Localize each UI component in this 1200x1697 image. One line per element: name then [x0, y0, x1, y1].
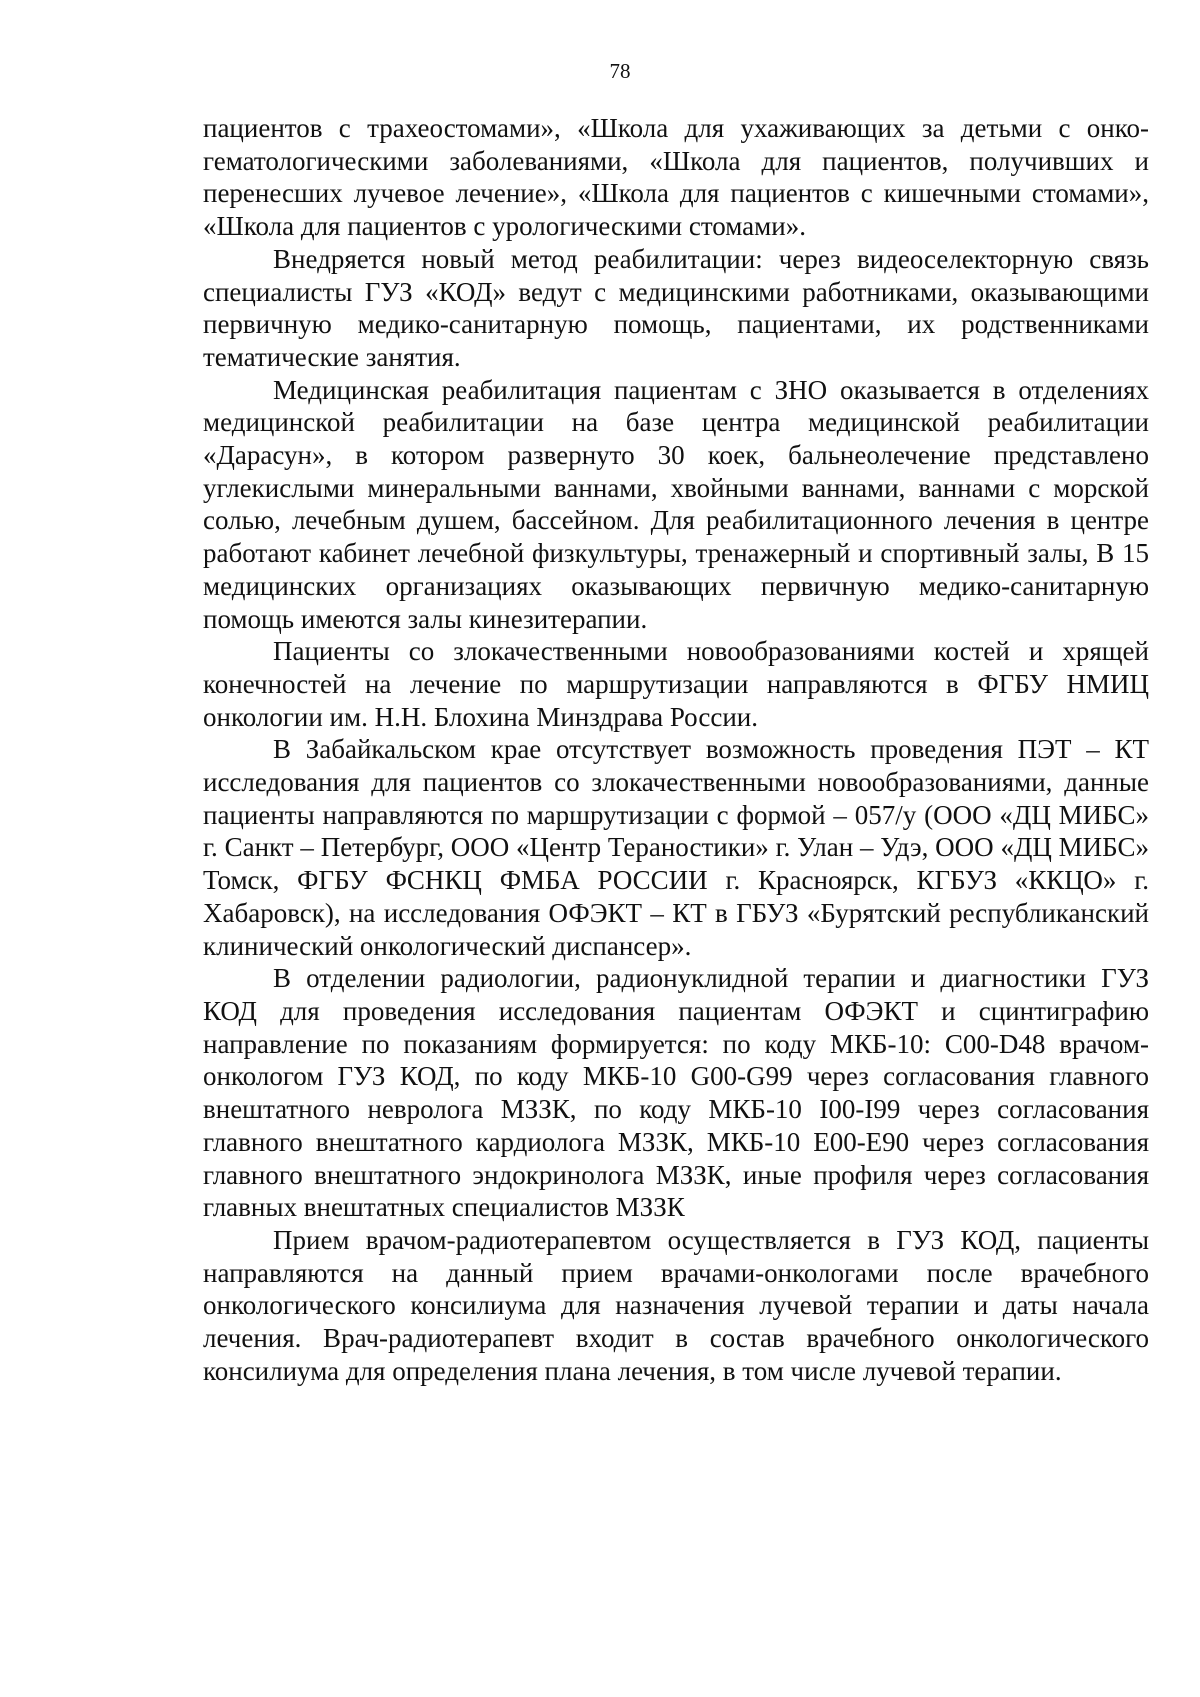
paragraph-radiology-department: В отделении радиологии, радионуклидной терапии и диагностики ГУЗ КОД для проведения исследования пациентам ОФЭКТ и сцинтиграфию направление по показаниям формируется: по коду МКБ-10: С00-D48 врачом-онкологом ГУЗ КОД, по коду МКБ-10 G00-G99 через согласования главного внештатного невролога МЗЗК, по коду МКБ-10 I00-I99 через согласования главного внештатного кардиолога МЗЗК, МКБ-10 E00-E90 через согласования главного внештатного эндокринолога МЗЗК, иные профиля через согласования главных внештатных специалистов МЗЗК: [203, 963, 1149, 1223]
paragraph-radiotherapist-reception: Прием врачом-радиотерапевтом осуществляется в ГУЗ КОД, пациенты направляются на данный прием врачами-онкологами после врачебного онкологического консилиума для назначения лучевой терапии и даты начала лечения. Врач-радиотерапевт входит в состав врачебного онкологического консилиума для определения плана лечения, в том числе лучевой терапии.: [203, 1224, 1149, 1386]
paragraph-pet-ct-routing: В Забайкальском крае отсутствует возможность проведения ПЭТ – КТ исследования для пациентов со злокачественными новообразованиями, данные пациенты направляются по маршрутизации с формой – 057/у (ООО «ДЦ МИБС» г. Санкт – Петербург, ООО «Центр Тераностики» г. Улан – Удэ, ООО «ДЦ МИБС» Томск, ФГБУ ФСНКЦ ФМБА РОССИИ г. Красноярск, КГБУЗ «ККЦО» г. Хабаровск), на исследования ОФЭКТ – КТ в ГБУЗ «Бурятский республиканский клинический онкологический диспансер».: [203, 734, 1149, 961]
paragraph-darasun-rehabilitation: Медицинская реабилитация пациентам с ЗНО оказывается в отделениях медицинской реабилитации на базе центра медицинской реабилитации «Дарасун», в котором развернуто 30 коек, бальнеолечение представлено углекислыми минеральными ваннами, хвойными ваннами, ваннами с морской солью, лечебным душем, бассейном. Для реабилитационного лечения в центре работают кабинет лечебной физкультуры, тренажерный и спортивный залы, В 15 медицинских организациях оказывающих первичную медико-санитарную помощь имеются залы кинезитерапии.: [203, 374, 1149, 634]
page-number: 78: [609, 59, 631, 83]
document-body: [203, 112, 1149, 1387]
paragraph-bone-tumors-routing: Пациенты со злокачественными новообразованиями костей и хрящей конечностей на лечение по маршрутизации направляются в ФГБУ НМИЦ онкологии им. Н.Н. Блохина Минздрава России.: [203, 636, 1149, 732]
paragraph-video-rehabilitation: Внедряется новый метод реабилитации: через видеоселекторную связь специалисты ГУЗ «КОД» ведут с медицинскими работниками, оказывающими первичную медико-санитарную помощь, пациентами, их родственниками тематические занятия.: [203, 243, 1149, 372]
paragraph-schools-continued: пациентов с трахеостомами», «Школа для ухаживающих за детьми с онко-гематологическими заболеваниями, «Школа для пациентов, получивших и перенесших лучевое лечение», «Школа для пациентов с кишечными стомами», «Школа для пациентов с урологическими стомами».: [203, 113, 1149, 242]
